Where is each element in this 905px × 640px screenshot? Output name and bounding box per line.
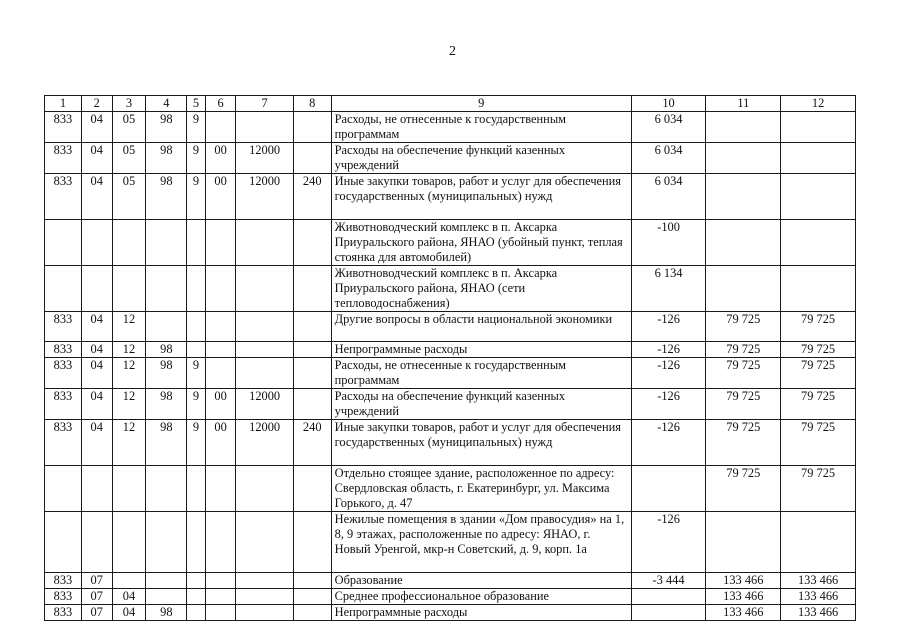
cell-amount-2021: 6 034 bbox=[631, 143, 706, 174]
cell-amount-2021 bbox=[631, 605, 706, 621]
cell-description: Животноводческий комплекс в п. Аксарка Приуральского района, ЯНАО (убойный пункт, теплая стоянка для автомобилей) bbox=[331, 220, 631, 266]
cell-amount-2022 bbox=[706, 143, 781, 174]
cell-vr bbox=[293, 342, 331, 358]
cell-pr: 12 bbox=[112, 342, 146, 358]
cell-cs-sub bbox=[187, 466, 205, 512]
cell-amount-2023: 133 466 bbox=[781, 573, 856, 589]
cell-cs-program: 98 bbox=[146, 112, 187, 143]
cell-cs-program bbox=[146, 220, 187, 266]
cell-cs-program bbox=[146, 312, 187, 342]
cell-cs-sub: 9 bbox=[187, 174, 205, 220]
cell-amount-2023 bbox=[781, 112, 856, 143]
table-row bbox=[45, 312, 856, 342]
cell-cs-dir bbox=[205, 220, 236, 266]
table-row bbox=[45, 266, 856, 312]
cell-kvsr: 833 bbox=[45, 174, 82, 220]
cell-kvsr: 833 bbox=[45, 573, 82, 589]
cell-amount-2022 bbox=[706, 512, 781, 573]
cell-vr bbox=[293, 589, 331, 605]
cell-cs-sub bbox=[187, 573, 205, 589]
table-row bbox=[45, 605, 856, 621]
cell-amount-2021: 6 034 bbox=[631, 174, 706, 220]
cell-kvsr bbox=[45, 512, 82, 573]
cell-vr bbox=[293, 512, 331, 573]
cell-cs-code bbox=[236, 112, 293, 143]
cell-amount-2022: 79 725 bbox=[706, 342, 781, 358]
cell-amount-2023 bbox=[781, 174, 856, 220]
cell-description: Непрограммные расходы bbox=[331, 342, 631, 358]
col-header: 8 bbox=[293, 96, 331, 112]
col-header: 11 bbox=[706, 96, 781, 112]
col-header: 7 bbox=[236, 96, 293, 112]
cell-description: Расходы, не отнесенные к государственным программам bbox=[331, 358, 631, 389]
cell-description: Среднее профессиональное образование bbox=[331, 589, 631, 605]
cell-rz bbox=[81, 220, 112, 266]
cell-cs-sub: 9 bbox=[187, 358, 205, 389]
cell-pr: 12 bbox=[112, 358, 146, 389]
cell-cs-program bbox=[146, 573, 187, 589]
cell-cs-program: 98 bbox=[146, 174, 187, 220]
cell-rz: 04 bbox=[81, 143, 112, 174]
cell-description: Другие вопросы в области национальной экономики bbox=[331, 312, 631, 342]
cell-amount-2023 bbox=[781, 143, 856, 174]
cell-kvsr: 833 bbox=[45, 420, 82, 466]
cell-kvsr: 833 bbox=[45, 589, 82, 605]
cell-amount-2021: -126 bbox=[631, 342, 706, 358]
cell-amount-2023: 79 725 bbox=[781, 358, 856, 389]
cell-cs-program bbox=[146, 466, 187, 512]
cell-cs-sub bbox=[187, 312, 205, 342]
cell-pr bbox=[112, 512, 146, 573]
cell-amount-2021: -126 bbox=[631, 389, 706, 420]
cell-amount-2022 bbox=[706, 174, 781, 220]
cell-kvsr bbox=[45, 466, 82, 512]
cell-amount-2023: 79 725 bbox=[781, 342, 856, 358]
cell-cs-code: 12000 bbox=[236, 389, 293, 420]
cell-cs-program bbox=[146, 589, 187, 605]
cell-vr bbox=[293, 605, 331, 621]
cell-vr bbox=[293, 143, 331, 174]
cell-kvsr bbox=[45, 220, 82, 266]
cell-vr bbox=[293, 358, 331, 389]
cell-amount-2021: -100 bbox=[631, 220, 706, 266]
cell-pr bbox=[112, 466, 146, 512]
cell-amount-2023 bbox=[781, 512, 856, 573]
table-row bbox=[45, 512, 856, 573]
table-row bbox=[45, 420, 856, 466]
cell-vr: 240 bbox=[293, 174, 331, 220]
cell-rz: 04 bbox=[81, 420, 112, 466]
cell-cs-dir bbox=[205, 605, 236, 621]
table-row bbox=[45, 112, 856, 143]
cell-rz: 04 bbox=[81, 174, 112, 220]
cell-amount-2022: 79 725 bbox=[706, 358, 781, 389]
header-row bbox=[45, 96, 856, 112]
cell-cs-code bbox=[236, 573, 293, 589]
cell-kvsr bbox=[45, 266, 82, 312]
col-header: 9 bbox=[331, 96, 631, 112]
cell-amount-2022: 133 466 bbox=[706, 573, 781, 589]
cell-cs-code bbox=[236, 266, 293, 312]
col-header: 5 bbox=[187, 96, 205, 112]
cell-cs-code bbox=[236, 312, 293, 342]
cell-cs-dir: 00 bbox=[205, 389, 236, 420]
cell-vr bbox=[293, 466, 331, 512]
cell-pr: 04 bbox=[112, 589, 146, 605]
table-row bbox=[45, 573, 856, 589]
cell-cs-code bbox=[236, 589, 293, 605]
cell-pr bbox=[112, 266, 146, 312]
cell-vr bbox=[293, 112, 331, 143]
cell-amount-2023: 79 725 bbox=[781, 389, 856, 420]
cell-kvsr: 833 bbox=[45, 143, 82, 174]
cell-cs-dir: 00 bbox=[205, 174, 236, 220]
cell-rz: 04 bbox=[81, 312, 112, 342]
cell-description: Нежилые помещения в здании «Дом правосудия» на 1, 8, 9 этажах, расположенные по адресу: ЯНАО, г. Новый Уренгой, мкр-н Советский, д. 9, корп. 1а bbox=[331, 512, 631, 573]
cell-cs-sub bbox=[187, 589, 205, 605]
cell-rz: 04 bbox=[81, 342, 112, 358]
cell-amount-2021: -126 bbox=[631, 512, 706, 573]
cell-cs-code bbox=[236, 358, 293, 389]
cell-amount-2021 bbox=[631, 589, 706, 605]
cell-cs-program: 98 bbox=[146, 342, 187, 358]
cell-cs-dir bbox=[205, 312, 236, 342]
cell-cs-code bbox=[236, 220, 293, 266]
table-row bbox=[45, 466, 856, 512]
cell-rz: 04 bbox=[81, 112, 112, 143]
cell-kvsr: 833 bbox=[45, 312, 82, 342]
cell-kvsr: 833 bbox=[45, 112, 82, 143]
cell-cs-dir bbox=[205, 466, 236, 512]
cell-cs-code bbox=[236, 342, 293, 358]
cell-rz: 07 bbox=[81, 589, 112, 605]
cell-vr bbox=[293, 573, 331, 589]
cell-amount-2021: 6 034 bbox=[631, 112, 706, 143]
cell-pr: 12 bbox=[112, 389, 146, 420]
cell-cs-dir bbox=[205, 342, 236, 358]
cell-description: Животноводческий комплекс в п. Аксарка Приуральского района, ЯНАО (сети тепловодоснабжения) bbox=[331, 266, 631, 312]
cell-cs-sub: 9 bbox=[187, 112, 205, 143]
cell-pr: 12 bbox=[112, 420, 146, 466]
cell-pr: 05 bbox=[112, 112, 146, 143]
cell-cs-code bbox=[236, 466, 293, 512]
cell-description: Образование bbox=[331, 573, 631, 589]
cell-description: Отдельно стоящее здание, расположенное по адресу: Свердловская область, г. Екатеринбург, ул. Максима Горького, д. 47 bbox=[331, 466, 631, 512]
cell-amount-2022: 79 725 bbox=[706, 389, 781, 420]
cell-kvsr: 833 bbox=[45, 342, 82, 358]
cell-vr bbox=[293, 312, 331, 342]
cell-description: Иные закупки товаров, работ и услуг для обеспечения государственных (муниципальных) нужд bbox=[331, 420, 631, 466]
cell-pr bbox=[112, 573, 146, 589]
cell-cs-sub bbox=[187, 512, 205, 573]
cell-amount-2023: 79 725 bbox=[781, 312, 856, 342]
table-row bbox=[45, 389, 856, 420]
cell-cs-dir bbox=[205, 573, 236, 589]
col-header: 1 bbox=[45, 96, 82, 112]
cell-pr: 05 bbox=[112, 174, 146, 220]
cell-description: Непрограммные расходы bbox=[331, 605, 631, 621]
cell-amount-2023: 133 466 bbox=[781, 605, 856, 621]
cell-cs-code bbox=[236, 512, 293, 573]
table-row bbox=[45, 589, 856, 605]
cell-kvsr: 833 bbox=[45, 605, 82, 621]
cell-cs-sub bbox=[187, 605, 205, 621]
cell-description: Иные закупки товаров, работ и услуг для обеспечения государственных (муниципальных) нужд bbox=[331, 174, 631, 220]
col-header: 3 bbox=[112, 96, 146, 112]
table-row bbox=[45, 220, 856, 266]
col-header: 6 bbox=[205, 96, 236, 112]
cell-amount-2023: 133 466 bbox=[781, 589, 856, 605]
cell-amount-2022 bbox=[706, 112, 781, 143]
cell-amount-2021: -126 bbox=[631, 358, 706, 389]
cell-cs-dir bbox=[205, 512, 236, 573]
cell-rz bbox=[81, 266, 112, 312]
cell-pr: 12 bbox=[112, 312, 146, 342]
cell-vr bbox=[293, 220, 331, 266]
cell-cs-program: 98 bbox=[146, 358, 187, 389]
cell-cs-sub bbox=[187, 266, 205, 312]
cell-amount-2021 bbox=[631, 466, 706, 512]
cell-amount-2021: -126 bbox=[631, 312, 706, 342]
table-row bbox=[45, 358, 856, 389]
cell-kvsr: 833 bbox=[45, 389, 82, 420]
cell-rz: 07 bbox=[81, 605, 112, 621]
cell-amount-2023: 79 725 bbox=[781, 420, 856, 466]
cell-cs-dir bbox=[205, 589, 236, 605]
cell-amount-2023: 79 725 bbox=[781, 466, 856, 512]
col-header: 12 bbox=[781, 96, 856, 112]
cell-cs-program bbox=[146, 512, 187, 573]
cell-cs-dir bbox=[205, 358, 236, 389]
page-number: 2 bbox=[449, 44, 456, 59]
cell-description: Расходы, не отнесенные к государственным программам bbox=[331, 112, 631, 143]
cell-cs-sub: 9 bbox=[187, 420, 205, 466]
cell-amount-2021: -126 bbox=[631, 420, 706, 466]
cell-amount-2022: 133 466 bbox=[706, 589, 781, 605]
col-header: 4 bbox=[146, 96, 187, 112]
cell-cs-dir bbox=[205, 112, 236, 143]
cell-vr: 240 bbox=[293, 420, 331, 466]
cell-cs-sub bbox=[187, 342, 205, 358]
budget-table bbox=[44, 95, 856, 621]
table-row bbox=[45, 342, 856, 358]
cell-vr bbox=[293, 389, 331, 420]
cell-amount-2023 bbox=[781, 220, 856, 266]
cell-amount-2023 bbox=[781, 266, 856, 312]
cell-cs-program: 98 bbox=[146, 605, 187, 621]
cell-cs-code: 12000 bbox=[236, 420, 293, 466]
cell-cs-dir: 00 bbox=[205, 143, 236, 174]
cell-rz bbox=[81, 512, 112, 573]
cell-cs-code: 12000 bbox=[236, 174, 293, 220]
cell-cs-sub: 9 bbox=[187, 389, 205, 420]
col-header: 10 bbox=[631, 96, 706, 112]
cell-amount-2022 bbox=[706, 220, 781, 266]
col-header: 2 bbox=[81, 96, 112, 112]
cell-cs-program: 98 bbox=[146, 389, 187, 420]
cell-amount-2022 bbox=[706, 266, 781, 312]
cell-amount-2022: 79 725 bbox=[706, 466, 781, 512]
cell-pr bbox=[112, 220, 146, 266]
cell-amount-2021: 6 134 bbox=[631, 266, 706, 312]
table-row bbox=[45, 143, 856, 174]
cell-rz: 04 bbox=[81, 389, 112, 420]
cell-rz bbox=[81, 466, 112, 512]
cell-rz: 07 bbox=[81, 573, 112, 589]
cell-cs-code bbox=[236, 605, 293, 621]
cell-cs-sub: 9 bbox=[187, 143, 205, 174]
cell-cs-dir: 00 bbox=[205, 420, 236, 466]
cell-cs-code: 12000 bbox=[236, 143, 293, 174]
cell-cs-program: 98 bbox=[146, 420, 187, 466]
cell-cs-sub bbox=[187, 220, 205, 266]
cell-cs-dir bbox=[205, 266, 236, 312]
cell-amount-2021: -3 444 bbox=[631, 573, 706, 589]
cell-rz: 04 bbox=[81, 358, 112, 389]
cell-pr: 05 bbox=[112, 143, 146, 174]
cell-vr bbox=[293, 266, 331, 312]
cell-amount-2022: 79 725 bbox=[706, 420, 781, 466]
cell-amount-2022: 79 725 bbox=[706, 312, 781, 342]
cell-description: Расходы на обеспечение функций казенных учреждений bbox=[331, 389, 631, 420]
cell-kvsr: 833 bbox=[45, 358, 82, 389]
cell-cs-program: 98 bbox=[146, 143, 187, 174]
table-row bbox=[45, 174, 856, 220]
cell-cs-program bbox=[146, 266, 187, 312]
cell-amount-2022: 133 466 bbox=[706, 605, 781, 621]
cell-pr: 04 bbox=[112, 605, 146, 621]
cell-description: Расходы на обеспечение функций казенных учреждений bbox=[331, 143, 631, 174]
